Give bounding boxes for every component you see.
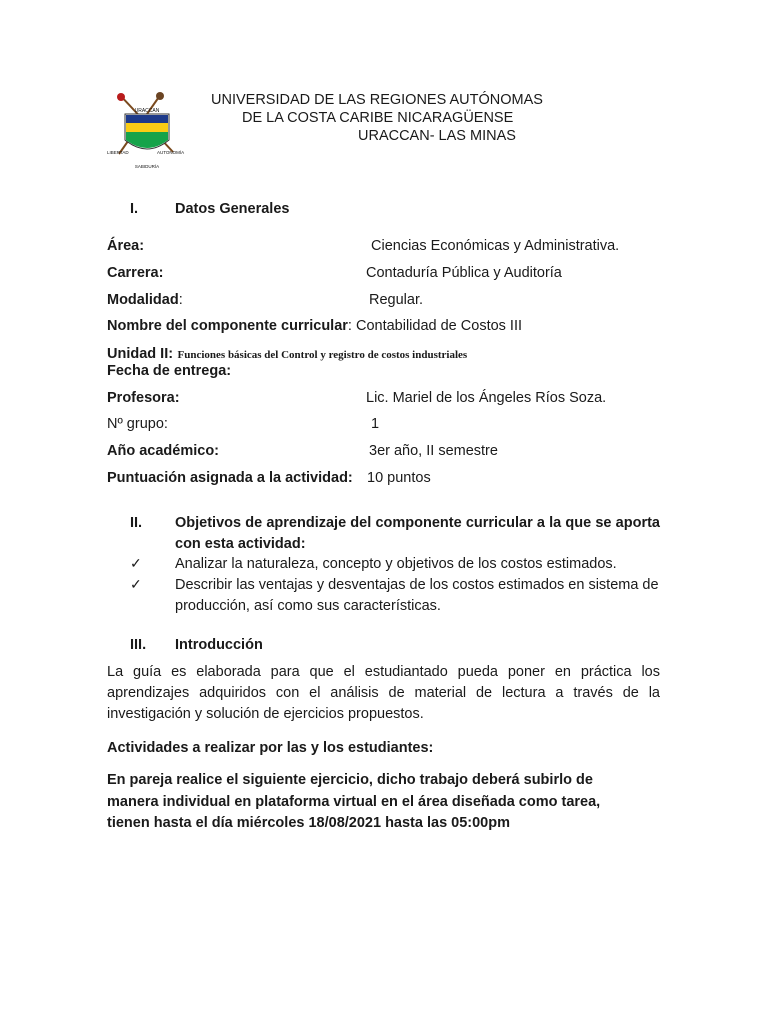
- section-2-number: II.: [130, 515, 143, 531]
- uraccan-logo: [105, 88, 191, 172]
- fecha-label: Fecha de entrega:: [107, 363, 232, 379]
- objective-2-text: Describir las ventajas y desventajas de los costos estimados en sistema de producción, así como sus características.: [175, 577, 659, 614]
- logo-ornament-right: [156, 92, 164, 100]
- activities-instruction: En pareja realice el siguiente ejercicio, dicho trabajo deberá subirlo de manera individual en plataforma virtual en el área diseñada como tarea, tienen hasta el día miércoles 18/08/2021 hasta las 05:00pm: [107, 772, 601, 831]
- componente-row: [107, 318, 522, 334]
- logo-left-text: LIBERTAD: [107, 150, 129, 155]
- logo-right-text: AUTONOMÍA: [157, 150, 185, 155]
- header-line-1: UNIVERSIDAD DE LAS REGIONES AUTÓNOMAS: [211, 92, 543, 108]
- header-line-3: URACCAN- LAS MINAS: [358, 128, 516, 144]
- logo-ornament-left: [117, 93, 125, 101]
- carrera-value: Contaduría Pública y Auditoría: [366, 265, 562, 281]
- area-value: Ciencias Económicas y Administrativa.: [371, 238, 620, 254]
- modalidad-label: Modalidad: [107, 292, 179, 308]
- logo-band-2: [126, 123, 168, 132]
- unidad-row: [107, 345, 467, 363]
- logo-bottom-text: SABIDURÍA: [134, 164, 160, 169]
- unidad-value: Funciones básicas del Control y registro de costos industriales: [177, 349, 468, 361]
- profesora-value: Lic. Mariel de los Ángeles Ríos Soza.: [366, 390, 607, 406]
- grupo-label: Nº grupo:: [107, 416, 168, 432]
- anio-label: Año académico:: [107, 443, 219, 459]
- section-3-number: III.: [130, 637, 147, 653]
- modalidad-colon: :: [178, 292, 183, 308]
- header-line-2: DE LA COSTA CARIBE NICARAGÜENSE: [242, 110, 514, 126]
- section-1-number: I.: [130, 201, 139, 217]
- profesora-label: Profesora:: [107, 390, 180, 406]
- objective-1-check-icon: ✓: [130, 555, 142, 571]
- puntuacion-label: Puntuación asignada a la actividad:: [107, 470, 353, 486]
- logo-top-text: URACCAN: [134, 108, 160, 114]
- modalidad-label-row: [107, 292, 183, 308]
- activities-heading: Actividades a realizar por las y los estudiantes:: [107, 740, 434, 756]
- logo-band-1: [126, 115, 168, 123]
- puntuacion-value: 10 puntos: [367, 470, 431, 486]
- section-3-title: Introducción: [175, 637, 263, 653]
- section-2-title: Objetivos de aprendizaje del componente curricular a la que se aporta con esta actividad:: [175, 515, 660, 552]
- objective-1-text: Analizar la naturaleza, concepto y objetivos de los costos estimados.: [175, 556, 617, 572]
- componente-label: Nombre del componente curricular: [107, 318, 348, 334]
- objective-2-check-icon: ✓: [130, 576, 142, 592]
- introduction-paragraph: La guía es elaborada para que el estudiantado pueda poner en práctica los aprendizajes adquiridos con el análisis de material de lectura a través de la investigación y solución de ejercicios propuestos.: [107, 664, 660, 722]
- area-label: Área:: [107, 238, 145, 254]
- componente-value: : Contabilidad de Costos III: [347, 318, 523, 334]
- unidad-label: Unidad II:: [107, 346, 174, 362]
- modalidad-value: Regular.: [369, 292, 424, 308]
- grupo-value: 1: [371, 416, 380, 432]
- logo-band-3: [126, 132, 168, 148]
- section-1-title: Datos Generales: [175, 201, 290, 217]
- anio-value: 3er año, II semestre: [369, 443, 498, 459]
- carrera-label: Carrera:: [107, 265, 164, 281]
